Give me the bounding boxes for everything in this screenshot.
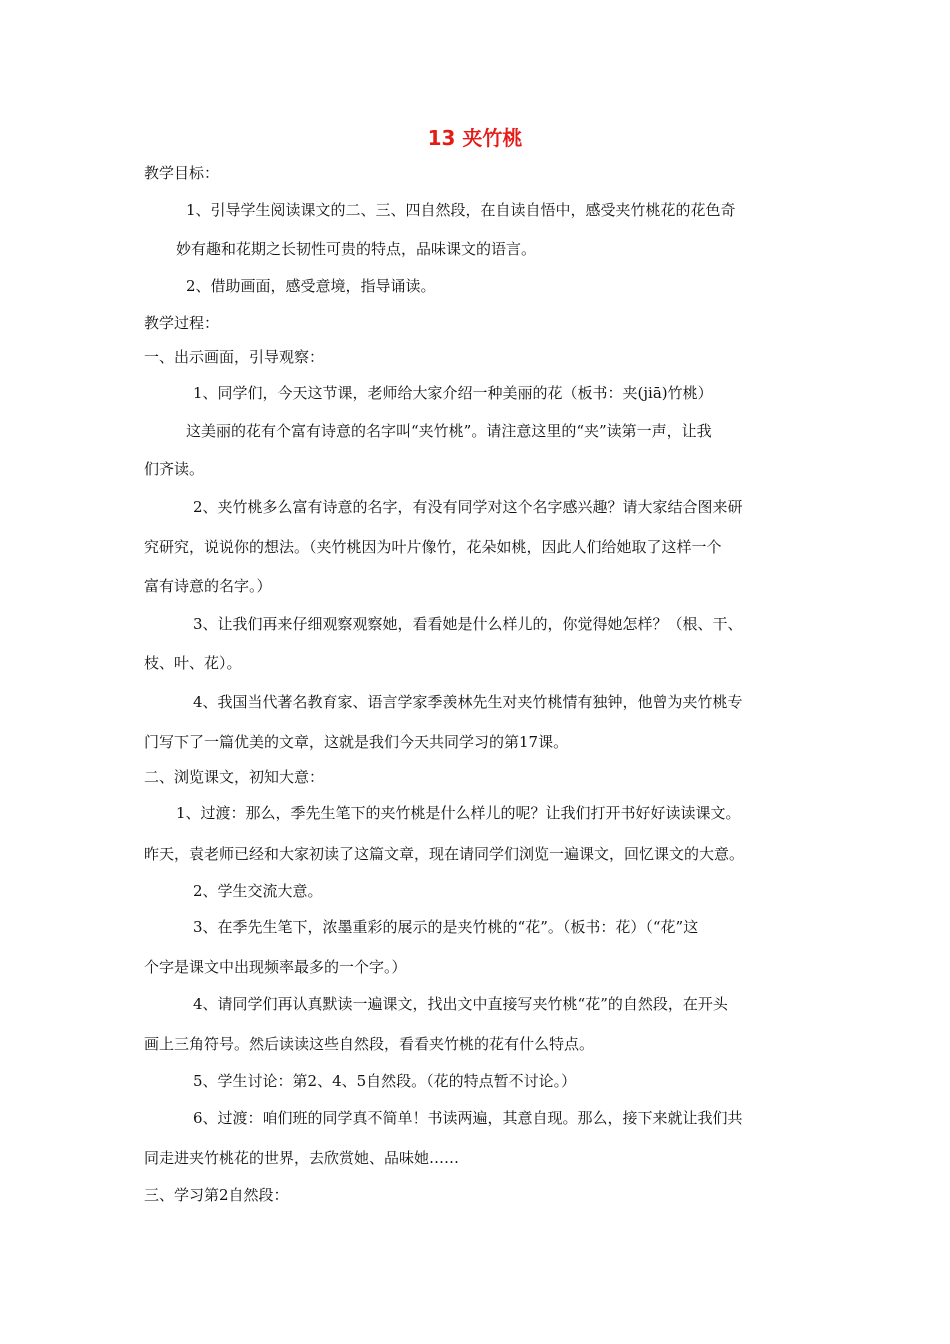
paragraph-line: 1、同学们，今天这节课，老师给大家介绍一种美丽的花（板书：夹(jiā)竹桃） bbox=[193, 384, 713, 402]
section-heading-process: 教学过程： bbox=[144, 314, 220, 332]
paragraph-line: 同走进夹竹桃花的世界，去欣赏她、品味她…… bbox=[144, 1149, 460, 1167]
paragraph-line: 5、学生讨论：第2、4、5自然段。（花的特点暂不讨论。） bbox=[193, 1072, 577, 1090]
paragraph-line: 2、夹竹桃多么富有诗意的名字，有没有同学对这个名字感兴趣？请大家结合图来研 bbox=[193, 498, 743, 516]
paragraph-line: 4、我国当代著名教育家、语言学家季羡林先生对夹竹桃情有独钟，他曾为夹竹桃专 bbox=[193, 693, 743, 711]
section-heading-2: 二、浏览课文，初知大意： bbox=[144, 768, 325, 786]
paragraph-line: 1、引导学生阅读课文的二、三、四自然段，在自读自悟中，感受夹竹桃花的花色奇 bbox=[186, 201, 736, 219]
paragraph-line: 昨天，袁老师已经和大家初读了这篇文章，现在请同学们浏览一遍课文，回忆课文的大意。 bbox=[144, 845, 745, 863]
paragraph-line: 这美丽的花有个富有诗意的名字叫“夹竹桃”。请注意这里的“夹”读第一声，让我 bbox=[186, 422, 712, 440]
paragraph-line: 富有诗意的名字。） bbox=[144, 577, 272, 595]
paragraph-line: 们齐读。 bbox=[144, 460, 205, 478]
paragraph-line: 3、让我们再来仔细观察观察她，看看她是什么样儿的，你觉得她怎样？（根、干、 bbox=[193, 615, 743, 633]
section-heading-3: 三、学习第2自然段： bbox=[144, 1186, 289, 1204]
paragraph-line: 门写下了一篇优美的文章，这就是我们今天共同学习的第17课。 bbox=[144, 733, 569, 751]
paragraph-line: 妙有趣和花期之长韧性可贵的特点，品味课文的语言。 bbox=[176, 240, 537, 258]
paragraph-line: 2、借助画面，感受意境，指导诵读。 bbox=[186, 277, 436, 295]
paragraph-line: 1、过渡：那么，季先生笔下的夹竹桃是什么样儿的呢？让我们打开书好好读读课文。 bbox=[176, 804, 741, 822]
section-heading-goals: 教学目标： bbox=[144, 164, 220, 182]
paragraph-line: 3、在季先生笔下，浓墨重彩的展示的是夹竹桃的“花”。（板书：花）（“花”这 bbox=[193, 918, 699, 936]
section-heading-1: 一、出示画面，引导观察： bbox=[144, 348, 325, 366]
paragraph-line: 画上三角符号。然后读读这些自然段，看看夹竹桃的花有什么特点。 bbox=[144, 1035, 595, 1053]
paragraph-line: 6、过渡：咱们班的同学真不简单！书读两遍，其意自现。那么，接下来就让我们共 bbox=[193, 1109, 743, 1127]
document-title: 13 夹竹桃 bbox=[427, 126, 523, 150]
paragraph-line: 4、请同学们再认真默读一遍课文，找出文中直接写夹竹桃“花”的自然段，在开头 bbox=[193, 995, 728, 1013]
paragraph-line: 究研究，说说你的想法。（夹竹桃因为叶片像竹，花朵如桃，因此人们给她取了这样一个 bbox=[144, 538, 722, 556]
paragraph-line: 2、学生交流大意。 bbox=[193, 882, 323, 900]
paragraph-line: 枝、叶、花）。 bbox=[144, 654, 242, 672]
paragraph-line: 个字是课文中出现频率最多的一个字。） bbox=[144, 958, 407, 976]
